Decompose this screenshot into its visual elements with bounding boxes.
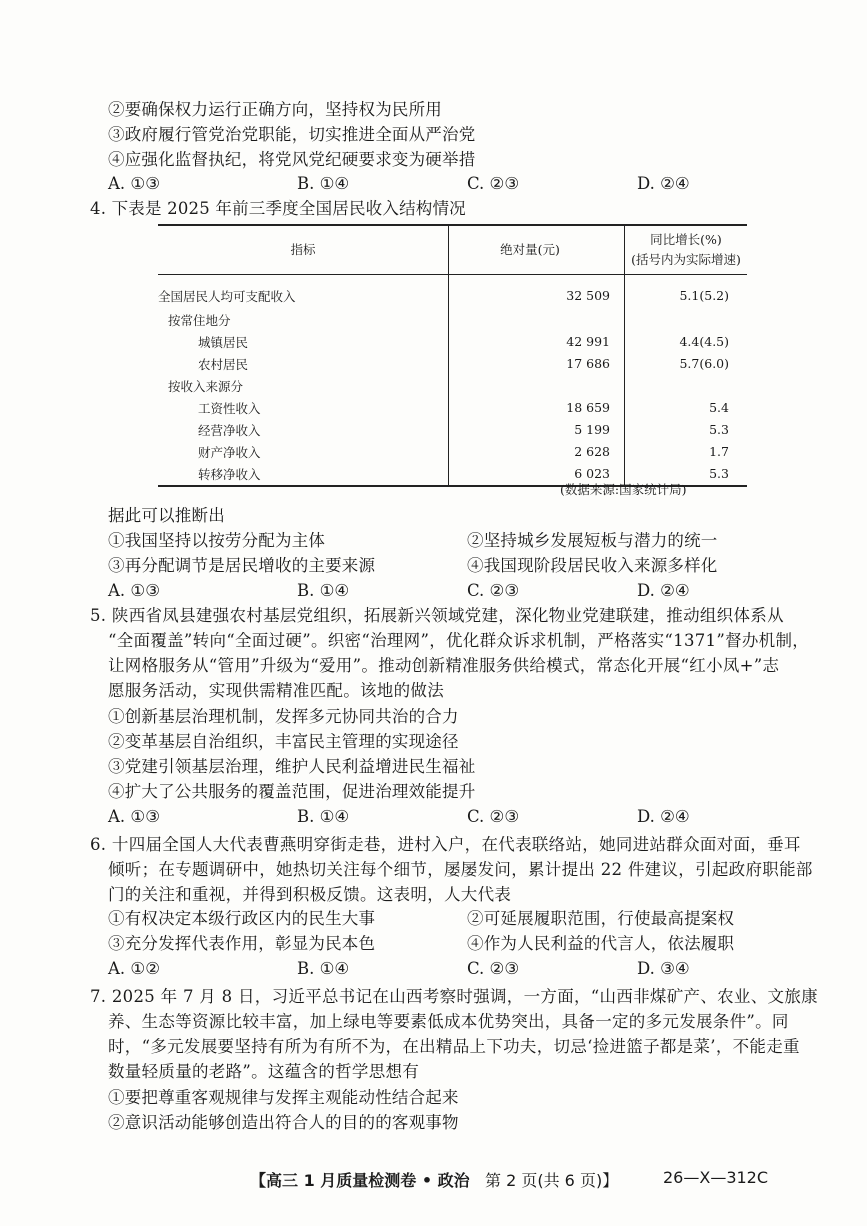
q4-item-1: ①我国坚持以按劳分配为主体 — [108, 531, 326, 550]
row-name: 全国居民人均可支配收入 — [158, 288, 296, 304]
q5-option-a: A. ①③ — [108, 807, 160, 826]
q5-item-4: ④扩大了公共服务的覆盖范围，促进治理效能提升 — [108, 782, 476, 801]
q6-item-3: ③充分发挥代表作用，彰显为民本色 — [108, 934, 376, 953]
q5-line-4: 愿服务活动，实现供需精准匹配。该地的做法 — [108, 681, 444, 700]
q4-item-2: ②坚持城乡发展短板与潜力的统一 — [467, 531, 718, 550]
q4-option-d: D. ②④ — [637, 581, 690, 600]
table-source: (数据来源:国家统计局) — [560, 482, 687, 497]
row-name: 按常住地分 — [168, 312, 231, 328]
header-indicator: 指标 — [158, 225, 449, 275]
q4-lead: 据此可以推断出 — [108, 506, 225, 525]
table-row — [158, 441, 747, 463]
q6-option-b: B. ①④ — [297, 959, 350, 978]
row-growth — [625, 375, 748, 397]
q6-line-2: 倾听；在专题调研中，她热切关注每个细节，屡屡发问，累计提出 22 件建议，引起政府职能部 — [108, 860, 813, 879]
q3-item-2: ②要确保权力运行正确方向，坚持权为民所用 — [108, 100, 442, 119]
header-growth-note: (括号内为实际增速) — [631, 252, 741, 267]
q6-line-3: 门的关注和重视，并得到积极反馈。这表明，人大代表 — [108, 885, 512, 904]
q3-item-3: ③政府履行管党治党职能，切实推进全面从严治党 — [108, 125, 476, 144]
table-row — [158, 375, 747, 397]
footer-page-number: 第 2 页(共 6 页)】 — [485, 1171, 619, 1190]
q5-option-c: C. ②③ — [467, 807, 520, 826]
row-name: 城镇居民 — [198, 334, 249, 350]
row-growth: 1.7 — [625, 441, 748, 463]
row-value — [449, 309, 625, 331]
q3-option-a: A. ①③ — [108, 174, 160, 193]
row-value — [449, 375, 625, 397]
row-value: 5 199 — [449, 419, 625, 441]
row-growth: 5.4 — [625, 397, 748, 419]
header-absolute: 绝对量(元) — [449, 225, 625, 275]
footer-exam-label: 【高三 1 月质量检测卷 • 政治 — [250, 1171, 470, 1190]
row-growth: 5.1(5.2) — [625, 275, 748, 309]
q5-line-3: 让网格服务从“管用”升级为“爱用”。推动创新精准服务供给模式，常态化开展“红小凤+”志 — [108, 656, 780, 675]
q6-item-1: ①有权决定本级行政区内的民生大事 — [108, 909, 376, 928]
q7-line-3: 时，“多元发展要坚持有所为有所不为，在出精品上下功夫，切忌‘捡进篮子都是菜’，不能走重 — [108, 1037, 800, 1056]
table-row — [158, 419, 747, 441]
q5-option-d: D. ②④ — [637, 807, 690, 826]
q6-item-2: ②可延展履职范围，行使最高提案权 — [467, 909, 735, 928]
q5-line-1: 5. 陕西省凤县建强农村基层党组织，拓展新兴领域党建，深化物业党建联建，推动组织体系从 — [90, 606, 784, 625]
table-row — [158, 331, 747, 353]
header-growth — [625, 225, 748, 275]
q3-option-b: B. ①④ — [297, 174, 350, 193]
row-value: 6 023 — [449, 463, 625, 486]
q4-item-4: ④我国现阶段居民收入来源多样化 — [467, 556, 718, 575]
row-name: 财产净收入 — [198, 444, 261, 460]
q4-option-b: B. ①④ — [297, 581, 350, 600]
q5-option-b: B. ①④ — [297, 807, 350, 826]
row-name: 转移净收入 — [158, 463, 449, 486]
footer-code: 26—X—312C — [663, 1168, 769, 1187]
row-name: 按收入来源分 — [168, 378, 244, 394]
row-value: 17 686 — [449, 353, 625, 375]
row-name: 工资性收入 — [198, 400, 261, 416]
q7-item-1: ①要把尊重客观规律与发挥主观能动性结合起来 — [108, 1088, 459, 1107]
q5-item-1: ①创新基层治理机制，发挥多元协同共治的合力 — [108, 707, 459, 726]
row-growth: 4.4(4.5) — [625, 331, 748, 353]
row-value: 18 659 — [449, 397, 625, 419]
q3-option-d: D. ②④ — [637, 174, 690, 193]
q7-line-4: 数量轻质量的老路”。这蕴含的哲学思想有 — [108, 1062, 420, 1081]
row-value: 42 991 — [449, 331, 625, 353]
income-structure-table — [158, 224, 747, 487]
q6-line-1: 6. 十四届全国人大代表曹燕明穿街走巷，进村入户，在代表联络站，她同进站群众面对面，垂耳 — [90, 835, 801, 854]
footer-exam-title — [250, 1168, 470, 1191]
row-name: 经营净收入 — [198, 422, 261, 438]
row-name: 农村居民 — [198, 356, 249, 372]
table-row — [158, 275, 747, 309]
q5-item-2: ②变革基层自治组织，丰富民主管理的实现途径 — [108, 732, 459, 751]
table-row — [158, 353, 747, 375]
table-row — [158, 397, 747, 419]
q7-line-1: 7. 2025 年 7 月 8 日，习近平总书记在山西考察时强调，一方面，“山西非煤矿产、农业、文旅康 — [90, 987, 818, 1006]
q6-option-d: D. ③④ — [637, 959, 690, 978]
q5-item-3: ③党建引领基层治理，维护人民利益增进民生福祉 — [108, 757, 476, 776]
row-growth: 5.3 — [625, 419, 748, 441]
row-value: 32 509 — [449, 275, 625, 309]
table-row — [158, 309, 747, 331]
q3-item-4: ④应强化监督执纪，将党风党纪硬要求变为硬举措 — [108, 150, 476, 169]
q4-stem: 4. 下表是 2025 年前三季度全国居民收入结构情况 — [90, 199, 466, 218]
q6-option-a: A. ①② — [108, 959, 160, 978]
q4-option-c: C. ②③ — [467, 581, 520, 600]
q4-option-a: A. ①③ — [108, 581, 160, 600]
q7-line-2: 养、生态等资源比较丰富，加上绿电等要素低成本优势突出，具备一定的多元发展条件”。同 — [108, 1012, 789, 1031]
q6-item-4: ④作为人民利益的代言人，依法履职 — [467, 934, 735, 953]
q4-item-3: ③再分配调节是居民增收的主要来源 — [108, 556, 376, 575]
row-growth: 5.7(6.0) — [625, 353, 748, 375]
q7-item-2: ②意识活动能够创造出符合人的目的的客观事物 — [108, 1113, 459, 1132]
header-growth-label: 同比增长(%) — [650, 232, 722, 247]
row-growth: 5.3 — [625, 463, 748, 486]
row-growth — [625, 309, 748, 331]
q3-option-c: C. ②③ — [467, 174, 520, 193]
q6-option-c: C. ②③ — [467, 959, 520, 978]
q5-line-2: “全面覆盖”转向“全面过硬”。织密“治理网”，优化群众诉求机制，严格落实“1371”督办机制， — [108, 631, 810, 650]
row-value: 2 628 — [449, 441, 625, 463]
